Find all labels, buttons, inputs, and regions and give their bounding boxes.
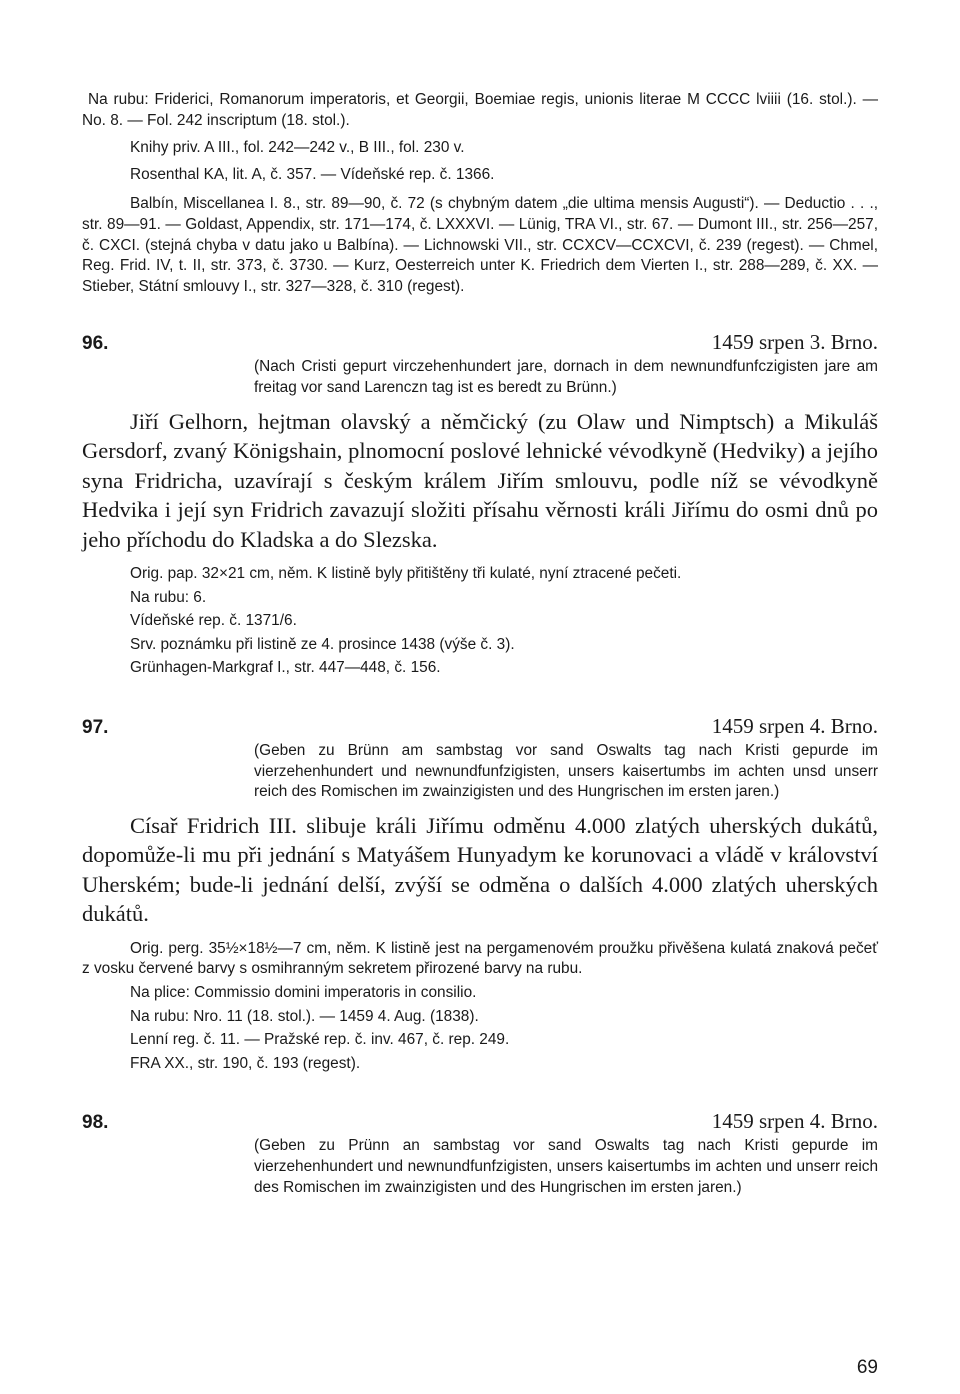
- note-line: Na rubu: Nro. 11 (18. stol.). — 1459 4. Aug. (1838).: [130, 1007, 479, 1025]
- entry-date: 1459 srpen 4. Brno.: [711, 1109, 878, 1134]
- note-line: Na rubu: 6.: [130, 588, 207, 606]
- entry-notes: [82, 939, 878, 1075]
- entry-quote: (Geben zu Brünn am sambstag vor sand Oswalts tag nach Kristi gepurde im vierzehenhundert und newnundfunfzigisten, unsers kaisertumbs im achten unsd unserr reich des Romischen im zwainzigisten und des Hungrischen im ersten jaren.): [254, 742, 878, 801]
- top-note-line: Balbín, Miscellanea I. 8., str. 89—90, č. 72 (s chybným datem „die ultima mensis Augusti“). — Deductio . . ., str. 89—91. — Goldast, Appendix, str. 171—174, č. LXXXVI. — Lünig, TRA VI., str. 67. — Dumont III., str. 256—257, č. CXCI. (stejná chyba v datu jako u Balbína). — Lichnowski VII., str. CCXCV—CCXCVI, č. 239 (regest). — Chmel, Reg. Frid. IV, t. II, str. 373, č. 3730. — Kurz, Oesterreich unter K. Friedrich dem Vierten I., str. 288—289, č. XX. — Stieber, Státní smlouvy I., str. 327—328, č. 310 (regest).: [82, 195, 878, 295]
- entry-number: 97.: [82, 717, 109, 738]
- entry-quote: (Nach Cristi gepurt virczehenhundert jare, dornach in dem newnundfunfczigisten jare am freitag vor sand Larenczn tag ist es beredt zu Brünn.): [254, 358, 878, 396]
- entry-header: [82, 714, 878, 739]
- entry-number: 98.: [82, 1112, 109, 1134]
- note-line: Na plice: Commissio domini imperatoris in consilio.: [130, 983, 477, 1001]
- entry-header: [82, 330, 878, 355]
- note-line: Grünhagen-Markgraf I., str. 447—448, č. 156.: [130, 659, 441, 677]
- top-note-line: Knihy priv. A III., fol. 242—242 v., B III., fol. 230 v.: [130, 139, 465, 157]
- entry-notes: [82, 564, 878, 679]
- note-line: Orig. pap. 32×21 cm, něm. K listině byly přitištěny tři kulaté, nyní ztracené pečeti.: [130, 565, 682, 583]
- page-body: [82, 90, 878, 1206]
- note-line: Vídeňské rep. č. 1371/6.: [130, 612, 297, 630]
- top-notes: [82, 90, 878, 297]
- entry-quote: (Geben zu Prünn an sambstag vor sand Oswalts tag nach Kristi gepurde im vierzehenhundert und newnundfunfzigisten, unsers kaisertumbs im achten und unserr reich des Romischen im zwainzigisten und des Hungrischen im ersten jaren.): [254, 1137, 878, 1196]
- page-number: 69: [856, 1357, 878, 1378]
- top-note-line: Rosenthal KA, lit. A, č. 357. — Vídeňské rep. č. 1366.: [130, 165, 495, 183]
- note-line: FRA XX., str. 190, č. 193 (regest).: [130, 1054, 361, 1072]
- entry-regest: Císař Fridrich III. slibuje králi Jiřímu odměnu 4.000 zlatých uherských dukátů, dopomůže-li mu při jednání s Matyášem Hunyadym ke korunovaci a vládě v království Uherském; bude-li jednání delší, zvýší se odměna o dalších 4.000 zlatých uherských dukátů.: [82, 812, 878, 927]
- entry-98: [82, 1109, 878, 1198]
- entry-96: [82, 330, 878, 679]
- note-line: Lenní reg. č. 11. — Pražské rep. č. inv. 467, č. rep. 249.: [130, 1031, 510, 1049]
- note-line: Orig. perg. 35½×18½—7 cm, něm. K listině jest na pergamenovém proužku přivěšena kulatá znaková pečeť z vosku červené barvy s osmihranným sekretem přirozené barvy na rubu.: [82, 939, 878, 978]
- top-note-line: Na rubu: Friderici, Romanorum imperatoris, et Georgii, Boemiae regis, unionis literae M CCCC lviiii (16. stol.). — No. 8. — Fol. 242 inscriptum (18. stol.).: [82, 91, 878, 129]
- entry-header: [82, 1109, 878, 1134]
- entry-number: 96.: [82, 333, 109, 355]
- note-line: Srv. poznámku při listině ze 4. prosince 1438 (výše č. 3).: [130, 635, 515, 653]
- entry-date: 1459 srpen 3. Brno.: [711, 330, 878, 355]
- entry-date: 1459 srpen 4. Brno.: [711, 714, 878, 738]
- entry-regest: Jiří Gelhorn, hejtman olavský a němčický (zu Olaw und Nimptsch) a Mikuláš Gersdorf, zvaný Königshain, plnomocní poslové lehnické vévodkyně (Hedviky) a jejího syna Fridricha, uzavírají s českým králem Jiřím smlouvu, podle níž se vévodkyně Hedvika i její syn Fridrich zavazují složiti přísahu věrnosti králi Jiřímu do osmi dnů po jeho příchodu do Kladska a do Slezska.: [82, 408, 878, 552]
- entry-97: [82, 714, 878, 1074]
